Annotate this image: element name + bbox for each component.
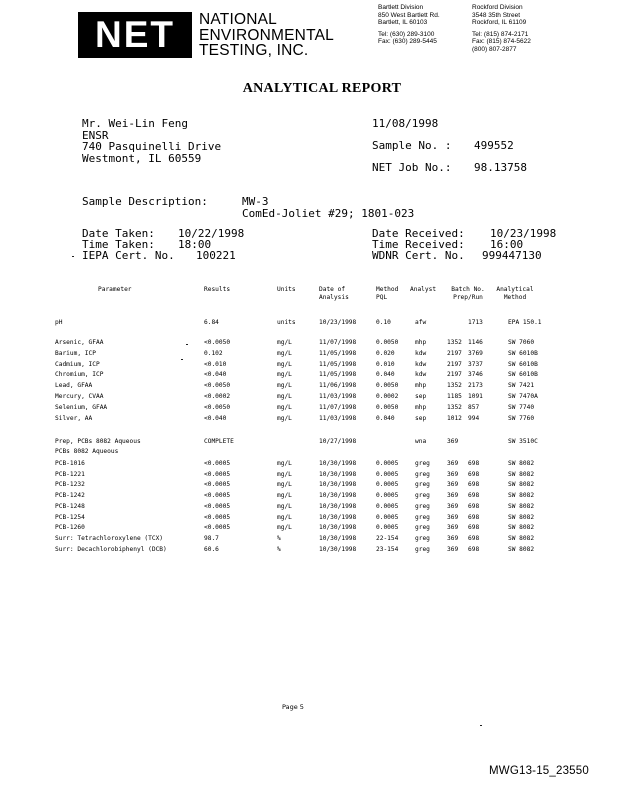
cell-analyst: kdw: [415, 349, 427, 357]
bartlett-name: Bartlett Division: [378, 4, 424, 11]
cell-prep: 369: [447, 438, 459, 445]
cell-run: 1713: [468, 319, 483, 326]
client-company: ENSR: [82, 128, 109, 142]
rockford-name: Rockford Division: [472, 4, 523, 11]
cell-run: 698: [468, 470, 480, 478]
date-received: 10/23/1998: [490, 227, 557, 240]
cell-analyst: mhp: [415, 403, 427, 411]
cell-result: <0.0050: [204, 382, 231, 390]
sample-no: 499552: [474, 139, 514, 152]
cell-result: 60.6: [204, 545, 219, 553]
cell-units: mg/L: [277, 403, 292, 411]
cell-date: 11/03/1998: [319, 414, 357, 422]
cell-units: units: [277, 319, 296, 326]
cell-units: mg/L: [277, 524, 292, 532]
cell-pql: 0.0050: [376, 382, 399, 390]
cell-prep: 1352: [447, 382, 462, 390]
sample-description-label: Sample Description:: [82, 195, 208, 208]
time-received: 16:00: [490, 238, 524, 251]
cell-pql: 0.040: [376, 414, 395, 422]
cell-pql: 0.0005: [376, 524, 399, 532]
cell-pql: 0.0005: [376, 481, 399, 489]
cell-method: SW 8082: [508, 524, 535, 532]
bartlett-division-address: [378, 4, 440, 46]
cell-prep: 1185: [447, 393, 462, 400]
cell-units: %: [277, 545, 281, 553]
cell-pql: 22-154: [376, 534, 399, 542]
cell-prep: 369: [447, 492, 459, 500]
cell-units: mg/L: [277, 481, 292, 489]
cell-method: SW 8082: [508, 481, 535, 489]
cell-result: 98.7: [204, 534, 219, 542]
header-date-line-2: Analysis: [319, 293, 349, 301]
client-name: Mr. Wei-Lin Feng: [82, 117, 188, 130]
cell-prep: 369: [447, 534, 459, 542]
cell-prep: 1012: [447, 414, 462, 422]
cell-analyst: kdw: [415, 371, 427, 379]
cell-prep: 369: [447, 513, 459, 521]
cell-method: SW 7060: [508, 339, 535, 346]
cell-analyst: greg: [415, 481, 430, 489]
cell-method: SW 6010B: [508, 360, 538, 368]
time-received-label: Time Received:: [372, 238, 465, 251]
cell-method: SW 3510C: [508, 438, 538, 445]
cell-analyst: greg: [415, 460, 430, 467]
cell-pql: 0.0005: [376, 492, 399, 500]
cell-result: <0.0050: [204, 403, 231, 411]
cell-parameter: Chromium, ICP: [55, 371, 104, 379]
cell-run: 698: [468, 513, 480, 521]
cell-result: <0.0005: [204, 513, 231, 521]
cell-method: SW 7470A: [508, 393, 538, 400]
cell-result: 6.84: [204, 319, 219, 326]
cell-pql: 0.0005: [376, 513, 399, 521]
header-analytical-line-1: Analytical: [496, 286, 534, 293]
date-taken-label: Date Taken:: [82, 227, 155, 240]
cell-pql: 0.0005: [376, 502, 399, 510]
cell-analyst: sep: [415, 414, 427, 422]
cell-parameter: PCB-1260: [55, 524, 85, 532]
cell-parameter: Silver, AA: [55, 414, 93, 422]
sample-description-line-2: ComEd-Joliet #29; 1801-023: [242, 206, 415, 220]
report-date: 11/08/1998: [372, 117, 439, 130]
cell-units: mg/L: [277, 339, 292, 346]
cell-analyst: kdw: [415, 360, 427, 368]
cell-result: <0.040: [204, 371, 227, 379]
cell-parameter: Surr: Decachlorobiphenyl (DCB): [55, 545, 167, 553]
cell-method: SW 7421: [508, 382, 535, 390]
sample-no-label: Sample No. :: [372, 139, 452, 152]
document-id: MWG13-15_23550: [489, 765, 589, 777]
cell-pql: 0.10: [376, 319, 391, 326]
cell-date: 10/30/1998: [319, 524, 357, 532]
header-method-line-2: PQL: [376, 293, 388, 301]
cell-analyst: mhp: [415, 339, 427, 346]
cell-parameter: Lead, GFAA: [55, 382, 93, 390]
cell-analyst: sep: [415, 393, 427, 400]
cell-prep: 369: [447, 481, 459, 489]
cell-result: <0.040: [204, 414, 227, 422]
cell-date: 11/05/1998: [319, 371, 357, 379]
wdnr-no: 999447130: [482, 249, 542, 262]
cell-date: 11/07/1998: [319, 339, 357, 346]
client-block: [82, 118, 221, 164]
cell-result: <0.0005: [204, 481, 231, 489]
cell-units: mg/L: [277, 382, 292, 390]
cell-date: 10/30/1998: [319, 513, 357, 521]
cell-result: <0.0005: [204, 460, 231, 467]
cell-pql: 0.0002: [376, 393, 399, 400]
cell-units: mg/L: [277, 371, 292, 379]
cell-parameter: PCB-1254: [55, 513, 85, 521]
cell-date: 10/27/1998: [319, 438, 357, 445]
date-received-label: Date Received:: [372, 227, 465, 240]
cell-result: <0.0002: [204, 393, 231, 400]
cell-units: mg/L: [277, 349, 292, 357]
cell-result: <0.010: [204, 360, 227, 368]
client-street: 740 Pasquinelli Drive: [82, 140, 222, 153]
cell-run: 698: [468, 492, 480, 500]
cell-method: SW 8082: [508, 513, 535, 521]
rockford-fax: Fax: (815) 874-5622: [472, 38, 531, 46]
report-title: ANALYTICAL REPORT: [242, 81, 402, 96]
cell-units: mg/L: [277, 393, 292, 400]
cell-run: 698: [468, 524, 480, 532]
cell-date: 11/06/1998: [319, 382, 357, 390]
cell-date: 10/30/1998: [319, 492, 357, 500]
bartlett-street: 850 West Bartlett Rd.: [378, 11, 440, 19]
header-analyst: Analyst: [410, 286, 437, 293]
cell-parameter: Surr: Tetrachloroxylene (TCX): [55, 534, 164, 542]
cell-analyst: mhp: [415, 382, 427, 390]
cell-result: <0.0005: [204, 470, 231, 478]
pcb-group-label: PCBs 8082 Aqueous: [55, 448, 119, 455]
header-method-line-1: Method: [376, 286, 399, 293]
cell-analyst: afw: [415, 319, 427, 326]
cell-method: SW 6010B: [508, 349, 538, 357]
header-parameter: Parameter: [98, 286, 132, 293]
net-logo: [78, 12, 192, 58]
cell-method: EPA 150.1: [508, 319, 542, 326]
cell-pql: 0.0005: [376, 460, 399, 467]
cell-units: mg/L: [277, 502, 292, 510]
cell-date: 10/30/1998: [319, 460, 357, 467]
cell-analyst: wna: [415, 438, 427, 445]
cell-pql: 0.0005: [376, 470, 399, 478]
job-no: 98.13758: [474, 161, 527, 174]
cell-result: <0.0005: [204, 492, 231, 500]
cell-pql: 0.0050: [376, 403, 399, 411]
page-number: Page 5: [282, 703, 304, 711]
company-name: [199, 12, 334, 59]
cell-method: SW 7740: [508, 403, 535, 411]
cell-date: 10/30/1998: [319, 481, 357, 489]
cell-run: 994: [468, 414, 480, 422]
wdnr-label: WDNR Cert. No.: [372, 249, 465, 262]
cell-parameter: PCB-1242: [55, 492, 85, 500]
cell-parameter: PCB-1248: [55, 502, 85, 510]
cell-prep: 369: [447, 545, 459, 553]
cell-date: 10/23/1998: [319, 319, 357, 326]
job-no-label: NET Job No.:: [372, 161, 452, 174]
cell-run: 698: [468, 481, 480, 489]
cell-method: SW 8082: [508, 470, 535, 478]
cell-prep: 1352: [447, 403, 462, 411]
header-analytical-method: [491, 286, 539, 301]
time-taken: 18:00: [178, 238, 212, 251]
rockford-tel: Tel: (815) 874-2171: [472, 30, 529, 38]
cell-analyst: greg: [415, 524, 430, 532]
client-city: Westmont, IL 60559: [82, 151, 202, 165]
cell-units: mg/L: [277, 360, 292, 368]
cell-analyst: greg: [415, 470, 430, 478]
cell-parameter: Arsenic, GFAA: [55, 339, 104, 346]
cell-analyst: greg: [415, 513, 430, 521]
cell-analyst: greg: [415, 502, 430, 510]
cell-units: mg/L: [277, 414, 292, 422]
header-units: Units: [277, 286, 296, 293]
cell-run: 3769: [468, 349, 483, 357]
cell-run: 3746: [468, 371, 483, 379]
cell-run: 698: [468, 502, 480, 510]
cell-method: SW 8082: [508, 502, 535, 510]
cell-run: 698: [468, 534, 480, 542]
company-line-2: ENVIRONMENTAL: [199, 26, 334, 44]
cell-run: 1146: [468, 339, 483, 346]
header-batch-line-2: Prep/Run: [453, 293, 483, 301]
cell-date: 11/07/1998: [319, 403, 357, 411]
cell-run: 2173: [468, 382, 483, 390]
cell-result: <0.0050: [204, 339, 231, 346]
header-date-of-analysis: [319, 286, 349, 301]
header-batch-no: [440, 286, 496, 301]
cell-units: mg/L: [277, 492, 292, 500]
rockford-street: 3548 35th Street: [472, 11, 521, 19]
rockford-toll-free: (800) 807-2877: [472, 45, 517, 53]
header-results: Results: [204, 286, 231, 293]
cell-analyst: greg: [415, 492, 430, 500]
rockford-city: Rockford, IL 61109: [472, 19, 527, 27]
iepa-label: IEPA Cert. No.: [82, 249, 175, 262]
cell-result: <0.0005: [204, 524, 231, 532]
cell-date: 10/30/1998: [319, 545, 357, 553]
company-line-3: TESTING, INC.: [199, 42, 309, 59]
cell-parameter: Prep, PCBs 8082 Aqueous: [55, 438, 141, 445]
iepa-no: 100221: [196, 249, 236, 262]
cell-run: 857: [468, 403, 480, 411]
date-taken: 10/22/1998: [178, 227, 245, 240]
company-line-1: NATIONAL: [199, 11, 277, 28]
header-analytical-line-2: Method: [503, 293, 527, 301]
cell-run: 698: [468, 460, 480, 467]
cell-pql: 0.0050: [376, 339, 399, 346]
header-batch-line-1: Batch No.: [451, 286, 485, 293]
cell-units: mg/L: [277, 470, 292, 478]
cell-pql: 0.010: [376, 360, 395, 368]
cell-method: SW 8082: [508, 492, 535, 500]
cell-result: COMPLETE: [204, 438, 234, 445]
logo-text: NET: [95, 14, 175, 55]
cell-parameter: PCB-1016: [55, 460, 85, 467]
cell-date: 10/30/1998: [319, 534, 357, 542]
cell-pql: 23-154: [376, 545, 399, 553]
cell-parameter: Barium, ICP: [55, 349, 96, 357]
cell-method: SW 7760: [508, 414, 535, 422]
cell-date: 11/03/1998: [319, 393, 357, 400]
cell-run: 1091: [468, 393, 483, 400]
cell-method: SW 6010B: [508, 371, 538, 379]
cell-method: SW 8082: [508, 460, 535, 467]
cell-date: 10/30/1998: [319, 470, 357, 478]
cell-units: %: [277, 534, 281, 542]
time-taken-label: Time Taken:: [82, 238, 155, 251]
cell-run: 698: [468, 545, 480, 553]
cell-prep: 1352: [447, 339, 462, 346]
cell-result: 0.102: [204, 349, 223, 357]
cell-parameter: Selenium, GFAA: [55, 403, 108, 411]
registered-mark: ®: [186, 51, 192, 60]
header-method-pql: [376, 286, 398, 301]
cell-prep: 2197: [447, 371, 462, 379]
header-date-line-1: Date of: [319, 286, 346, 293]
cell-prep: 369: [447, 470, 459, 478]
cell-parameter: pH: [55, 319, 63, 326]
cell-parameter: PCB-1232: [55, 481, 85, 489]
rockford-division-address: [472, 4, 531, 54]
cell-method: SW 8082: [508, 545, 535, 553]
cell-prep: 369: [447, 524, 459, 532]
cell-analyst: greg: [415, 545, 430, 553]
cell-date: 11/05/1998: [319, 349, 357, 357]
cell-prep: 369: [447, 502, 459, 510]
cell-prep: 369: [447, 460, 459, 467]
bartlett-tel: Tel: (630) 289-3100: [378, 30, 435, 38]
cell-method: SW 8082: [508, 534, 535, 542]
sample-description: [242, 196, 414, 219]
cell-prep: 2197: [447, 349, 462, 357]
cell-result: <0.0005: [204, 502, 231, 510]
cell-date: 11/05/1998: [319, 360, 357, 368]
cell-units: mg/L: [277, 460, 292, 467]
cell-pql: 0.040: [376, 371, 395, 379]
cell-run: 3737: [468, 360, 483, 368]
cell-pql: 0.020: [376, 349, 395, 357]
cell-prep: 2197: [447, 360, 462, 368]
cell-date: 10/30/1998: [319, 502, 357, 510]
cell-parameter: Cadmium, ICP: [55, 360, 100, 368]
sample-description-line-1: MW-3: [242, 195, 269, 208]
bartlett-fax: Fax: (630) 289-5445: [378, 38, 437, 46]
cell-units: mg/L: [277, 513, 292, 521]
cell-parameter: PCB-1221: [55, 470, 85, 478]
bartlett-city: Bartlett, IL 60103: [378, 19, 428, 27]
cell-analyst: greg: [415, 534, 430, 542]
cell-parameter: Mercury, CVAA: [55, 393, 104, 400]
